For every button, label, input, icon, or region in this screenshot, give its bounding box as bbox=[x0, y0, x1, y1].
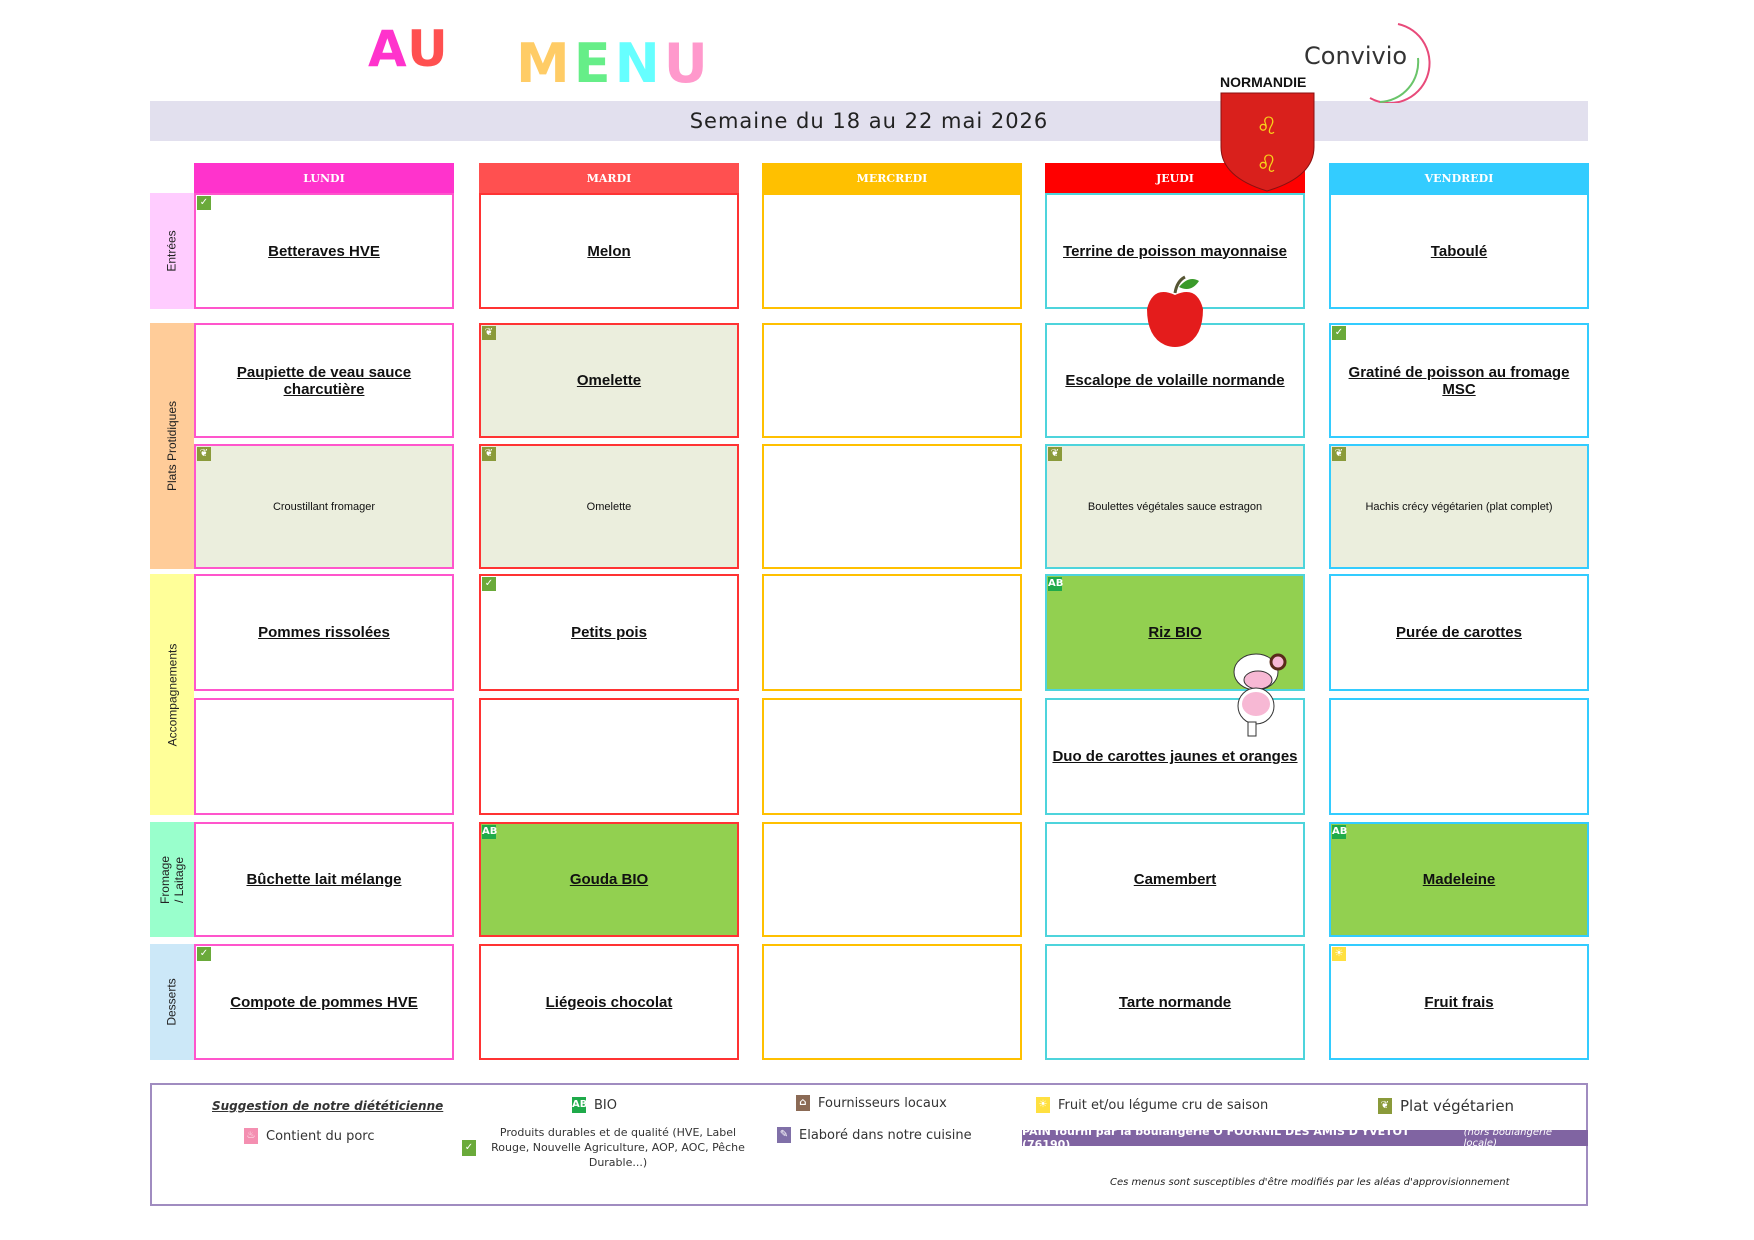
menu-cell bbox=[1329, 444, 1589, 569]
menu-cell bbox=[479, 323, 739, 438]
category-label bbox=[150, 323, 194, 569]
dish-name: Compote de pommes HVE bbox=[230, 993, 418, 1011]
category-label bbox=[150, 944, 194, 1060]
menu-cell bbox=[1329, 698, 1589, 815]
bio-icon: AB bbox=[1332, 826, 1348, 837]
menu-cell bbox=[762, 193, 1022, 309]
bio-icon: AB bbox=[572, 1097, 586, 1113]
dish-name: Gouda BIO bbox=[569, 871, 649, 888]
menu-cell bbox=[194, 444, 454, 569]
menu-cell bbox=[194, 698, 454, 815]
dish-name: Purée de carottes bbox=[1396, 624, 1522, 641]
menu-cell bbox=[762, 444, 1022, 569]
vegetarian-icon: ❦ bbox=[197, 447, 211, 461]
bread-text: PAIN fourni par la boulangerie O FOURNIL DES AMIS D'YVETOT (76190) bbox=[1022, 1125, 1410, 1151]
week-banner bbox=[150, 101, 1588, 141]
menu-cell bbox=[1329, 944, 1589, 1060]
menu-cell bbox=[194, 323, 454, 438]
bread-banner bbox=[1022, 1125, 1588, 1151]
day-label: JEUDI bbox=[1156, 171, 1194, 185]
bread-note: (hors boulangerie locale) bbox=[1463, 1127, 1553, 1149]
legend-vegetarian-label: Plat végétarien bbox=[1400, 1097, 1515, 1115]
dish-name: Betteraves HVE bbox=[268, 242, 380, 260]
menu-cell bbox=[762, 822, 1022, 937]
legend-bio bbox=[572, 1097, 617, 1113]
svg-text:♌: ♌ bbox=[1256, 112, 1278, 140]
bio-icon: AB bbox=[482, 826, 498, 837]
disclaimer: Ces menus sont susceptibles d'être modifiés par les aléas d'approvisionnement bbox=[1110, 1177, 1510, 1188]
menu-cell bbox=[1045, 822, 1305, 937]
day-label: MERCREDI bbox=[856, 171, 928, 185]
legend-fruit bbox=[1036, 1097, 1268, 1113]
menu-cell bbox=[479, 698, 739, 815]
legend-local-label: Fournisseurs locaux bbox=[818, 1095, 947, 1111]
dish-name: Boulettes végétales sauce estragon bbox=[1087, 500, 1263, 513]
menu-cell bbox=[1329, 193, 1589, 309]
dish-name: Terrine de poisson mayonnaise bbox=[1063, 242, 1287, 260]
homemade-icon: ✎ bbox=[777, 1127, 791, 1143]
category-label-text: Accompagnements bbox=[165, 643, 180, 746]
dish-name: Taboulé bbox=[1430, 242, 1488, 260]
dish-name: Escalope de volaille normande bbox=[1065, 372, 1285, 389]
legend-suggestion: Suggestion de notre diététicienne bbox=[212, 1099, 444, 1113]
legend-pork-label: Contient du porc bbox=[266, 1128, 375, 1144]
menu-cell bbox=[1045, 444, 1305, 569]
dish-name: Madeleine bbox=[1422, 871, 1496, 888]
vegetarian-icon: ❦ bbox=[1048, 447, 1062, 461]
menu-cell bbox=[1329, 323, 1589, 438]
menu-cell bbox=[762, 323, 1022, 438]
menu-cell bbox=[479, 193, 739, 309]
dish-name: Tarte normande bbox=[1118, 993, 1232, 1011]
category-label bbox=[150, 822, 194, 937]
menu-cell bbox=[762, 698, 1022, 815]
quality-icon: ✓ bbox=[482, 577, 496, 591]
dish-name: Hachis crécy végétarien (plat complet) bbox=[1365, 500, 1553, 513]
convivio-logo bbox=[1300, 18, 1445, 103]
title-au: AU bbox=[368, 20, 450, 78]
legend-box bbox=[150, 1083, 1588, 1206]
brand-name: Convivio bbox=[1304, 42, 1408, 70]
vegetarian-icon: ❦ bbox=[1332, 447, 1346, 461]
day-header-mardi bbox=[479, 163, 739, 193]
vegetarian-icon: ❦ bbox=[482, 447, 496, 461]
fruit-icon: ☀ bbox=[1036, 1097, 1050, 1113]
dish-name: Fruit frais bbox=[1424, 993, 1494, 1011]
quality-icon: ✓ bbox=[1332, 326, 1346, 340]
fruit-icon: ☀ bbox=[1332, 947, 1346, 961]
category-label bbox=[150, 193, 194, 309]
day-label: MARDI bbox=[586, 171, 632, 185]
category-label-text: Fromage / Laitage bbox=[158, 855, 186, 904]
dish-name: Croustillant fromager bbox=[272, 500, 376, 513]
day-label: LUNDI bbox=[303, 171, 345, 185]
legend-pork bbox=[244, 1128, 374, 1144]
vegetarian-icon: ❦ bbox=[482, 326, 496, 340]
menu-cell bbox=[1329, 574, 1589, 691]
dish-name: Pommes rissolées bbox=[258, 624, 390, 641]
menu-cell bbox=[479, 822, 739, 937]
legend-fruit-label: Fruit et/ou légume cru de saison bbox=[1058, 1097, 1269, 1113]
dish-name: Duo de carottes jaunes et oranges bbox=[1052, 748, 1298, 765]
dish-name: Liégeois chocolat bbox=[545, 993, 673, 1011]
category-label-text: Desserts bbox=[165, 978, 179, 1026]
legend-local bbox=[796, 1095, 947, 1111]
menu-cell bbox=[194, 193, 454, 309]
dish-name: Omelette bbox=[586, 500, 632, 513]
dish-name: Bûchette lait mélange bbox=[246, 871, 402, 888]
week-label: Semaine du 18 au 22 mai 2026 bbox=[689, 109, 1049, 133]
legend-vegetarian bbox=[1378, 1097, 1514, 1115]
dish-name: Melon bbox=[587, 242, 631, 260]
quality-icon: ✓ bbox=[197, 947, 211, 961]
menu-cell bbox=[762, 574, 1022, 691]
dish-name: Gratiné de poisson au fromage MSC bbox=[1348, 363, 1570, 398]
svg-text:♌: ♌ bbox=[1256, 150, 1278, 178]
quality-icon: ✓ bbox=[197, 196, 211, 210]
local-supplier-icon: ⌂ bbox=[796, 1095, 810, 1111]
apple-icon bbox=[1143, 275, 1207, 353]
bio-icon: AB bbox=[1048, 578, 1064, 589]
quality-icon: ✓ bbox=[462, 1140, 476, 1156]
day-header-lundi bbox=[194, 163, 454, 193]
day-header-mercredi bbox=[762, 163, 1022, 193]
legend-quality-label: Produits durables et de qualité (HVE, Label Rouge, Nouvelle Agriculture, AOP, AOC, Pêche Durable...) bbox=[491, 1126, 745, 1169]
vegetarian-icon: ❦ bbox=[1378, 1098, 1392, 1114]
category-label-text: Entrées bbox=[164, 230, 179, 272]
title-menu: MENU bbox=[516, 32, 712, 95]
menu-cell bbox=[479, 944, 739, 1060]
day-header-vendredi bbox=[1329, 163, 1589, 193]
menu-cell bbox=[194, 822, 454, 937]
pork-icon: ♨ bbox=[244, 1128, 258, 1144]
menu-cell bbox=[1045, 944, 1305, 1060]
legend-bio-label: BIO bbox=[594, 1097, 617, 1113]
menu-cell bbox=[194, 574, 454, 691]
dish-name: Paupiette de veau sauce charcutière bbox=[236, 363, 412, 398]
legend-homemade bbox=[777, 1127, 972, 1143]
menu-cell bbox=[762, 944, 1022, 1060]
day-label: VENDREDI bbox=[1424, 171, 1494, 185]
dish-name: Petits pois bbox=[571, 624, 647, 641]
normandie-label: NORMANDIE bbox=[1220, 74, 1307, 90]
menu-cell bbox=[194, 944, 454, 1060]
legend-homemade-label: Elaboré dans notre cuisine bbox=[799, 1127, 972, 1143]
menu-cell bbox=[1329, 822, 1589, 937]
dish-name: Riz BIO bbox=[1148, 624, 1202, 641]
legend-quality bbox=[462, 1125, 752, 1170]
category-label-text: Plats Protidiques bbox=[165, 400, 180, 492]
menu-cell bbox=[479, 444, 739, 569]
menu-cell bbox=[479, 574, 739, 691]
category-label bbox=[150, 574, 194, 815]
dish-name: Camembert bbox=[1133, 871, 1217, 888]
dish-name: Omelette bbox=[576, 372, 642, 389]
normandie-shield-icon bbox=[1220, 92, 1315, 196]
cow-icon bbox=[1220, 642, 1300, 742]
